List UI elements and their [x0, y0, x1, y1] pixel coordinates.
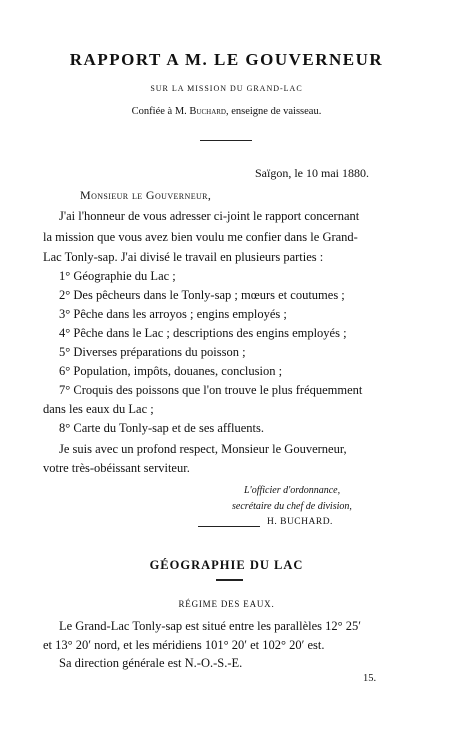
intro-line: J'ai l'honneur de vous adresser ci-joint le rapport concernant	[59, 209, 360, 223]
letter-salutation: Monsieur le Gouverneur,	[80, 188, 212, 202]
header-rule	[200, 140, 252, 141]
signature-name: H. BUCHARD.	[267, 517, 333, 527]
part-item: 6° Population, impôts, douanes, conclusion ;	[59, 364, 283, 378]
signature-title: L'officier d'ordonnance,	[244, 485, 341, 496]
section-line: et 13° 20′ nord, et les méridiens 101° 20′ et 102° 20′ est.	[43, 638, 325, 652]
letter-date: Saïgon, le 10 mai 1880.	[255, 166, 369, 180]
part-item: 8° Carte du Tonly-sap et de ses affluents.	[59, 421, 265, 435]
part-item-continuation: dans les eaux du Lac ;	[43, 402, 154, 416]
section-title-rule	[216, 579, 243, 581]
assignment-suffix: , enseigne de vaisseau.	[225, 106, 322, 117]
report-subtitle: SUR LA MISSION DU GRAND-LAC	[150, 84, 303, 93]
assignment-prefix: Confiée à M.	[131, 106, 187, 117]
part-item: 4° Pêche dans le Lac ; descriptions des engins employés ;	[59, 326, 347, 340]
part-item: 7° Croquis des poissons que l'on trouve le plus fréquemment	[59, 383, 363, 397]
signature-subtitle: secrétaire du chef de division,	[232, 501, 352, 512]
part-item: 2° Des pêcheurs dans le Tonly-sap ; mœurs et coutumes ;	[59, 288, 345, 302]
section-title: GÉOGRAPHIE DU LAC	[149, 558, 304, 572]
intro-line: la mission que vous avez bien voulu me confier dans le Grand-	[43, 230, 358, 244]
page-number: 15.	[363, 673, 377, 684]
part-item: 1° Géographie du Lac ;	[59, 269, 176, 283]
section-line: Sa direction générale est N.-O.-S.-E.	[59, 656, 243, 670]
assignment-name: Buchard	[189, 106, 226, 117]
part-item: 5° Diverses préparations du poisson ;	[59, 345, 246, 359]
closing-line: votre très-obéissant serviteur.	[43, 461, 190, 475]
closing-line: Je suis avec un profond respect, Monsieur le Gouverneur,	[59, 442, 347, 456]
intro-line: Lac Tonly-sap. J'ai divisé le travail en plusieurs parties :	[43, 250, 324, 264]
subsection-title: RÉGIME DES EAUX.	[178, 599, 275, 609]
part-item: 3° Pêche dans les arroyos ; engins employés ;	[59, 307, 287, 321]
report-title: RAPPORT A M. LE GOUVERNEUR	[69, 50, 384, 69]
section-divider	[198, 526, 260, 527]
section-line: Le Grand-Lac Tonly-sap est situé entre les parallèles 12° 25′	[59, 619, 362, 633]
mission-assignment	[0, 106, 453, 117]
